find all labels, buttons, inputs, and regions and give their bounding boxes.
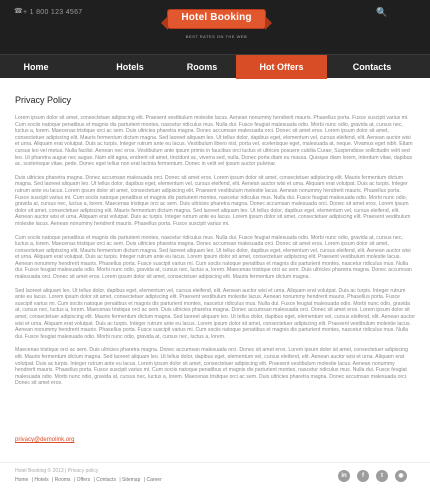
linkedin-icon[interactable]: in — [338, 470, 350, 482]
policy-paragraph: Cum sociis natoque penatibus et magnis dis parturient montes, nascetur ridiculus mus. Nulla dui. Fusce feugiat malesuada odio. Morbi nunc odio, gravida at, cursus nec, luctus a, lorem. Maecenas tristique orci ac sem. Duis ultricies pharetra magna. Donec accumsan malesuada orci. Donec sit amet eros. Lorem ipsum dolor sit amet, consectetuer adipiscing elit. Mauris fermentum dictum magna. Sed laoreet aliquam leo. Ut tellus dolor, dapibus eget, elementum vel, cursus eleifend, elit. Aenean auctor wisi et urna. Aliquam erat volutpat. Duis ac turpis. Integer rutrum ante eu lacus. Lorem ipsum dolor sit amet, consectetuer adipiscing elit. Praesent vestibulum molestie lacus. Aenean nonummy hendrerit mauris. Phasellus porta. Fusce suscipit varius mi. Cum sociis natoque penatibus et magnis dis parturient montes, nascetur ridiculus mus. Nulla dui. Fusce feugiat malesuada odio. Morbi nunc odio, gravida at, cursus nec, luctus a, lorem. Maecenas tristique orci ac sem. Duis ultricies pharetra magna. Donec accumsan malesuada orci. Donec sit amet eros. Lorem ipsum dolor sit amet, consectetuer adipiscing elit. Mauris fermentum dictum magna. — [15, 234, 412, 281]
policy-paragraph: Maecenas tristique orci ac sem. Duis ultricies pharetra magna. Donec accumsan malesuada orci. Donec sit amet eros. Lorem ipsum dolor sit amet, consectetuer adipiscing elit. Mauris fermentum dictum magna. Sed laoreet aliquam leo. Ut tellus dolor, dapibus eget, elementum vel, cursus eleifend, elit. Aenean auctor wisi et urna. Aliquam erat volutpat. Duis ac turpis. Integer rutrum ante eu lacus. Lorem ipsum dolor sit amet, consectetuer adipiscing elit. Praesent vestibulum molestie lacus. Aenean nonummy hendrerit mauris. Phasellus porta. Fusce suscipit varius mi. Cum sociis natoque penatibus et magnis dis parturient montes, nascetur ridiculus mus. Nulla dui. Fusce feugiat malesuada odio. Morbi nunc odio, gravida at, cursus nec, luctus a, lorem. Maecenas tristique orci ac sem. Duis ultricies pharetra magna. Donec accumsan malesuada orci. Donec sit amet eros. — [15, 347, 408, 387]
footer-link-hotels[interactable]: Hotels — [34, 477, 49, 483]
phone-icon: ☎ — [14, 8, 24, 16]
footer-link-career[interactable]: Career — [146, 477, 162, 483]
logo-subtitle: BEST RATES ON THE WEB — [185, 34, 248, 39]
logo[interactable] — [167, 9, 266, 45]
nav-item-hotels[interactable]: Hotels — [116, 62, 144, 72]
main-content — [15, 95, 415, 394]
footer-copyright: Hotel Booking © 2013 | Privacy policy — [15, 468, 99, 474]
policy-paragraph: Lorem ipsum dolor sit amet, consectetuer adipiscing elit. Praesent vestibulum molestie lacus. Aenean nonummy hendrerit mauris. Phasellus porta. Fusce suscipit varius mi. Cum sociis natoque penatibus et magnis dis parturient montes, nascetur ridiculus mus. Nulla dui. Fusce feugiat malesuada odio. Morbi nunc odio, gravida at, cursus nec, luctus a, lorem. Maecenas tristique orci ac sem. Duis ultricies pharetra magna. Donec accumsan malesuada orci. Donec sit amet eros. Lorem ipsum dolor sit amet, consectetuer adipiscing elit. Mauris fermentum dictum magna. Sed laoreet aliquam leo. Ut tellus dolor, dapibus eget, elementum vel, cursus eleifend, elit. Aenean auctor wisi et urna. Aliquam erat volutpat. Duis ac turpis. Integer rutrum ante eu lacus. Vestibulum libero nisl, porta vel, scelerisque eget, malesuada at, neque. Vivamus eget nibh. Etiam cursus leo vel metus. Nulla facilisi. Aenean nec eros. Vestibulum ante ipsum primis in faucibus orci luctus et ultrices posuere cubilia Curae; Suspendisse sollicitudin velit sed leo. Ut pharetra augue nec augue. Nam elit agna, endrerit sit amet, tincidunt ac, viverra sed, nulla. Donec porta diam eu massa. Quisque diam lorem, interdum vitae, dapibus ac, scelerisque vitae, pede. Donec eget tellus non erat lacinia fermentum. Donec in velit vel ipsum auctor pulvinar. — [15, 115, 413, 168]
footer-link-rooms[interactable]: Rooms — [54, 477, 71, 483]
facebook-icon[interactable]: f — [357, 470, 369, 482]
footer-link-offers[interactable]: Offers — [76, 477, 91, 483]
page-title: Privacy Policy — [15, 95, 72, 105]
footer-link-sitemap[interactable]: Sitemap — [122, 477, 141, 483]
nav-item-rooms[interactable]: Rooms — [186, 62, 218, 72]
footer-links: Home | Hotels | Rooms | Offers | Contacts | Sitemap | Career — [15, 477, 162, 483]
footer-link-contacts[interactable]: Contacts — [96, 477, 116, 483]
main-nav — [0, 54, 430, 78]
footer — [0, 462, 430, 491]
top-bar — [0, 0, 430, 60]
twitter-icon[interactable]: t — [376, 470, 388, 482]
nav-item-home[interactable]: Home — [23, 62, 49, 72]
policy-paragraph: Duis ultricies pharetra magna. Donec accumsan malesuada orci. Donec sit amet eros. Lorem ipsum dolor sit amet, consectetuer adipiscing elit. Mauris fermentum dictum magna. Sed laoreet aliquam leo. Ut tellus dolor, dapibus eget, elementum vel, cursus eleifend, elit. Aenean auctor wisi et urna. Aliquam erat volutpat. Duis ac turpis. Integer rutrum ante eu lacus. Lorem ipsum dolor sit amet, consectetuer adipiscing elit. Praesent vestibulum molestie lacus. Aenean nonummy hendrerit mauris. Phasellus porta. Fusce suscipit varius mi. Cum sociis natoque penatibus et magnis dis parturient montes, nascetur ridiculus mus. Nulla dui. Fusce feugiat malesuada odio. Morbi nunc odio, gravida at, cursus nec, luctus a, lorem. Maecenas tristique orci ac sem. Duis ultricies pharetra magna. Donec accumsan malesuada orci. Donec sit amet eros. Lorem ipsum dolor sit amet, consectetuer adipiscing elit. Mauris fermentum dictum magna. Sed laoreet aliquam leo. Ut tellus dolor, dapibus eget, elementum vel, cursus eleifend, elit. Aenean auctor wisi et urna. Aliquam erat volutpat. Duis ac turpis. Integer rutrum ante eu lacus. Lorem ipsum dolor sit amet, consectetuer adipiscing elit. Praesent vestibulum molestie lacus. Aenean nonummy hendrerit mauris. Phasellus porta. Fusce suscipit varius mi. — [15, 174, 411, 227]
rss-icon[interactable]: ◉ — [395, 470, 407, 482]
privacy-email-link[interactable]: privacy@demolink.org — [15, 437, 75, 443]
nav-item-contacts[interactable]: Contacts — [352, 62, 392, 72]
policy-paragraph: Sed laoreet aliquam leo. Ut tellus dolor, dapibus eget, elementum vel, cursus eleifend, elit. Aenean auctor wisi et urna. Aliquam erat volutpat. Duis ac turpis. Integer rutrum ante eu lacus. Lorem ipsum dolor sit amet, consectetuer adipiscing elit. Praesent vestibulum molestie lacus. Aenean nonummy hendrerit mauris. Phasellus porta. Fusce suscipit varius mi. Cum sociis natoque penatibus et magnis dis parturient montes, nascetur ridiculus mus. Nulla dui. Fusce feugiat malesuada odio. Morbi nunc odio, gravida at, cursus nec, luctus a, lorem. Maecenas tristique orci ac sem. Duis ultricies pharetra magna. Donec accumsan malesuada orci. Donec sit amet eros. Lorem ipsum dolor sit amet, consectetuer adipiscing elit. Mauris fermentum dictum magna. Sed laoreet aliquam leo. Ut tellus dolor, dapibus eget, elementum vel, cursus eleifend, elit. Aenean auctor wisi et urna. Aliquam erat volutpat. Duis ac turpis. Integer rutrum ante eu lacus. Lorem ipsum dolor sit amet, consectetuer adipiscing elit. Praesent vestibulum molestie lacus. Aenean nonummy hendrerit mauris. Phasellus porta. Fusce suscipit varius mi. Cum sociis natoque penatibus et magnis dis parturient montes, nascetur ridiculus mus. Nulla dui. Fusce feugiat malesuada odio. Morbi nunc odio, gravida at, cursus nec, luctus a, lorem. — [15, 287, 415, 340]
logo-title: Hotel Booking — [181, 12, 252, 23]
phone-number — [14, 9, 83, 16]
footer-link-home[interactable]: Home — [15, 477, 29, 483]
phone-text: + 1 800 123 4567 — [23, 9, 83, 16]
nav-item-hot-offers[interactable]: Hot Offers — [259, 62, 304, 72]
search-icon[interactable]: 🔍 — [376, 7, 388, 17]
